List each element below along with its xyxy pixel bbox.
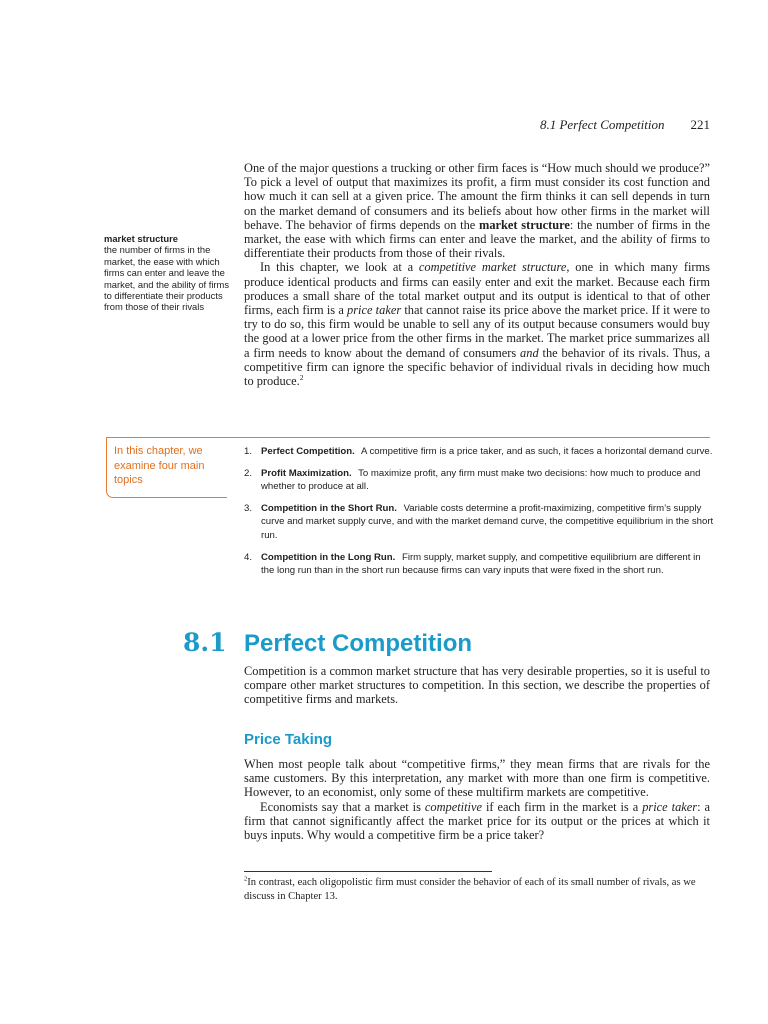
intro-text xyxy=(244,161,710,388)
topic-title: Perfect Competition. xyxy=(261,446,355,457)
topic-text: To maximize profit, any firm must make two decisions: how much to produce and whether to produce at all. xyxy=(261,467,701,493)
section-title: Perfect Competition xyxy=(244,630,473,657)
key-term: market structure xyxy=(479,217,570,232)
subsection-title: Price Taking xyxy=(244,731,333,748)
glossary-definition: the number of firms in the market, the ease with which firms can enter and leave the market, and the ability of firms to differentiate their products from those of their rivals xyxy=(104,244,230,313)
topic-title: Competition in the Short Run. xyxy=(261,502,397,514)
topic-item: 1. Perfect Competition. A competitive firm is a price taker, and as such, it faces a horizontal demand curve. xyxy=(244,446,713,457)
footnote-rule xyxy=(244,871,492,872)
page-number: 221 xyxy=(690,117,710,132)
topics-list xyxy=(244,445,714,586)
footnote-text: In contrast, each oligopolistic firm must consider the behavior of each of its small number of rivals, as we discuss in Chapter 13. xyxy=(244,877,696,902)
topic-item: 4. Competition in the Long Run. Firm supply, market supply, and competitive equilibrium are different in the long run than in the short run because firms can vary inputs that were fixed in the short run. xyxy=(244,551,701,577)
topic-text: Variable costs determine a profit-maximizing, competitive firm’s supply curve and market supply curve, and with the market demand curve, the competitive equilibrium in the short run. xyxy=(261,502,714,541)
subsection-paragraph-2: Economists say that a market is competitive if each firm in the market is a price taker: a firm that cannot significantly affect the market price for its output or the prices at which it buys inputs. Why would a competitive firm be a price taker? xyxy=(244,799,710,843)
margin-glossary xyxy=(104,233,232,313)
intro-paragraph-1: One of the major questions a trucking or other firm faces is “How much should we produce?” To pick a level of output that maximizes its profit, a firm must consider its cost function and how much it can sell at a given price. The amount the firm thinks it can sell depends in turn on the market demand of consumers and its beliefs about how other firms in the market will behave. The behavior of firms depends on the market structure: the number of firms in the market, the ease with which firms can enter and leave the market, and the ability of firms to differentiate their products from those of their rivals. xyxy=(244,161,710,261)
footnote-reference: 2 xyxy=(299,372,304,382)
section-number: 8.1 xyxy=(183,628,227,657)
intro-paragraph-2: In this chapter, we look at a competitive market structure, one in which many firms produce identical products and firms can easily enter and exit the market. Because each firm produces a small share of the total market output and its output is identical to that of other firms, each firm is a price taker that cannot raise its price above the market price. If it were to try to do so, this firm would be unable to sell any of its output because consumers would buy the good at a lower price from the other firms in the market. The market price summarizes all a firm needs to know about the demand of consumers and the behavior of its rivals. Thus, a competitive firm can ignore the specific behavior of individual rivals in deciding how much to produce.$^2$ xyxy=(244,260,710,389)
running-header-section: 8.1 Perfect Competition xyxy=(539,117,665,132)
section-intro: Competition is a common market structure that has very desirable properties, so it is useful to compare other market structures to competition. In this section, we describe the properties of competitive firms and markets. xyxy=(244,664,710,707)
running-header xyxy=(500,117,710,133)
topic-text: A competitive firm is a price taker, and as such, it faces a horizontal demand curve. xyxy=(360,446,713,457)
topic-item: 2. Profit Maximization. To maximize profit, any firm must make two decisions: how much to produce and whether to produce at all. xyxy=(244,467,701,493)
topic-title: Profit Maximization. xyxy=(261,467,352,479)
footnote-mark: 2 xyxy=(244,875,248,883)
subsection-paragraph-1: When most people talk about “competitive firms,” they mean firms that are rivals for the same customers. By this interpretation, any market with more than one firm is competitive. However, to an economist, only some of these multifirm markets are competitive. xyxy=(244,757,710,800)
topic-item: 3. Competition in the Short Run. Variable costs determine a profit-maximizing, competitive firm’s supply curve and market supply curve, and with the market demand curve, the competitive equilibrium in the short run. xyxy=(244,502,714,541)
subsection-text xyxy=(244,757,710,842)
footnote xyxy=(244,876,714,904)
glossary-term: market structure xyxy=(104,233,178,244)
topics-label: In this chapter, we examine four main topics xyxy=(114,445,205,487)
topic-title: Competition in the Long Run. xyxy=(261,551,396,563)
topic-text: Firm supply, market supply, and competitive equilibrium are different in the long run than in the short run because firms can vary inputs that were fixed in the short run. xyxy=(261,551,701,577)
